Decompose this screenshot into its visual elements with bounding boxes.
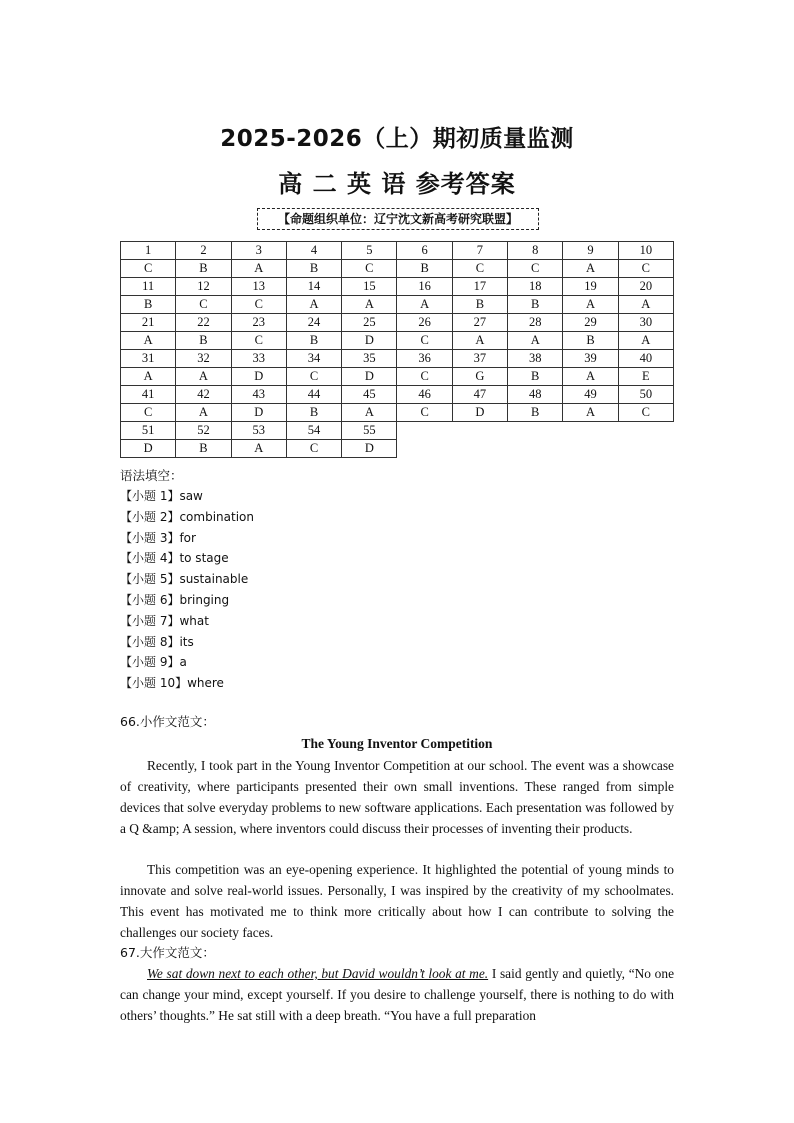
question-number-cell: 2 (176, 242, 231, 260)
question-number-cell: 25 (342, 314, 397, 332)
question-number-cell: 9 (563, 242, 618, 260)
question-number-cell: 18 (508, 278, 563, 296)
answer-cell: C (508, 260, 563, 278)
answer-cell: G (452, 368, 507, 386)
question-number-cell: 40 (618, 350, 673, 368)
question-number-cell: 52 (176, 422, 231, 440)
grammar-item: 【小题 8】its (120, 634, 194, 649)
question-number-cell: 1 (121, 242, 176, 260)
question-number-cell: 47 (452, 386, 507, 404)
grammar-item: 【小题 4】to stage (120, 551, 229, 566)
question-number-cell: 45 (342, 386, 397, 404)
question-number-cell: 23 (231, 314, 286, 332)
question-number-cell: 14 (286, 278, 341, 296)
answer-cell: B (286, 260, 341, 278)
answer-cell: B (452, 296, 507, 314)
grammar-item: 【小题 10】where (120, 676, 224, 691)
answer-key-row (121, 440, 674, 458)
answer-cell: A (286, 296, 341, 314)
answer-number-row (121, 314, 674, 332)
answer-cell: B (397, 260, 452, 278)
answer-cell: A (563, 368, 618, 386)
question-number-cell (397, 422, 452, 440)
answer-cell: C (397, 332, 452, 350)
question-number-cell: 22 (176, 314, 231, 332)
question-number-cell (452, 422, 507, 440)
question-number-cell: 26 (397, 314, 452, 332)
answer-cell: A (508, 332, 563, 350)
question-number-cell: 24 (286, 314, 341, 332)
page-subtitle: 高 二 英 语 参考答案 (278, 170, 516, 198)
answer-cell: C (286, 368, 341, 386)
question-number-cell: 48 (508, 386, 563, 404)
question-number-cell: 6 (397, 242, 452, 260)
question-number-cell: 51 (121, 422, 176, 440)
answer-cell: A (176, 368, 231, 386)
grammar-item: 【小题 3】for (120, 530, 196, 545)
answer-cell: B (176, 260, 231, 278)
answer-number-row (121, 386, 674, 404)
question-number-cell: 11 (121, 278, 176, 296)
question-number-cell: 4 (286, 242, 341, 260)
answer-cell: C (121, 260, 176, 278)
question-number-cell: 30 (618, 314, 673, 332)
answer-cell: E (618, 368, 673, 386)
question-number-cell: 8 (508, 242, 563, 260)
essay66-title: The Young Inventor Competition (301, 736, 493, 751)
answer-cell: D (342, 332, 397, 350)
question-number-cell: 7 (452, 242, 507, 260)
answer-key-row (121, 296, 674, 314)
question-number-cell: 55 (342, 422, 397, 440)
answer-cell (508, 440, 563, 458)
question-number-cell: 28 (508, 314, 563, 332)
question-number-cell: 21 (121, 314, 176, 332)
question-number-cell: 54 (286, 422, 341, 440)
answer-key-row (121, 368, 674, 386)
answer-cell: A (121, 332, 176, 350)
question-number-cell: 43 (231, 386, 286, 404)
question-number-cell: 36 (397, 350, 452, 368)
page-title: 2025-2026（上）期初质量监测 (220, 126, 574, 152)
essay67-label: 67.大作文范文： (120, 945, 215, 960)
question-number-cell: 16 (397, 278, 452, 296)
answer-cell: A (397, 296, 452, 314)
question-number-cell: 44 (286, 386, 341, 404)
grammar-item: 【小题 5】sustainable (120, 572, 249, 587)
grammar-heading: 语法填空： (120, 468, 183, 483)
question-number-cell: 17 (452, 278, 507, 296)
question-number-cell: 32 (176, 350, 231, 368)
answer-cell: A (342, 296, 397, 314)
answer-cell: B (508, 296, 563, 314)
question-number-cell: 13 (231, 278, 286, 296)
question-number-cell (563, 422, 618, 440)
grammar-item: 【小题 7】what (120, 613, 209, 628)
answer-cell: A (618, 332, 673, 350)
question-number-cell: 12 (176, 278, 231, 296)
grammar-item: 【小题 6】bringing (120, 592, 230, 607)
answer-cell: D (452, 404, 507, 422)
question-number-cell: 27 (452, 314, 507, 332)
grammar-item: 【小题 1】saw (120, 489, 203, 503)
answer-cell: B (176, 440, 231, 458)
answer-cell: C (452, 260, 507, 278)
question-number-cell: 50 (618, 386, 673, 404)
question-number-cell: 39 (563, 350, 618, 368)
essay66-label: 66.小作文范文： (120, 714, 215, 729)
answer-cell: B (508, 368, 563, 386)
answer-number-row (121, 278, 674, 296)
question-number-cell: 42 (176, 386, 231, 404)
question-number-cell: 34 (286, 350, 341, 368)
answer-cell (452, 440, 507, 458)
answer-cell (618, 440, 673, 458)
answer-cell: C (342, 260, 397, 278)
question-number-cell: 29 (563, 314, 618, 332)
answer-cell: C (618, 404, 673, 422)
answer-cell: D (231, 404, 286, 422)
grammar-section (120, 465, 254, 694)
answer-cell: C (231, 296, 286, 314)
answer-table (120, 241, 674, 458)
answer-cell: C (397, 404, 452, 422)
answer-cell: D (342, 440, 397, 458)
answer-cell: B (176, 332, 231, 350)
answer-key-row (121, 404, 674, 422)
question-number-cell: 46 (397, 386, 452, 404)
question-number-cell (508, 422, 563, 440)
answer-number-row (121, 242, 674, 260)
question-number-cell: 38 (508, 350, 563, 368)
answer-cell: B (121, 296, 176, 314)
grammar-item: 【小题 9】a (120, 655, 187, 670)
answer-key-row (121, 260, 674, 278)
answer-cell: A (563, 404, 618, 422)
answer-cell: C (176, 296, 231, 314)
answer-number-row (121, 422, 674, 440)
answer-key-row (121, 332, 674, 350)
question-number-cell: 33 (231, 350, 286, 368)
answer-cell: A (231, 260, 286, 278)
answer-cell: A (618, 296, 673, 314)
answer-cell: A (342, 404, 397, 422)
answer-cell: C (618, 260, 673, 278)
answer-cell: B (286, 332, 341, 350)
answer-cell: A (176, 404, 231, 422)
answer-cell: A (231, 440, 286, 458)
essay67-body-text: I said gently and quietly, “No one can change your mind, except yourself. If you desire to challenge yourself, there is nothing to do with others’ thoughts.” He sat still with a deep breath. “You have a full preparation (120, 966, 675, 1023)
answer-cell: B (563, 332, 618, 350)
question-number-cell: 10 (618, 242, 673, 260)
essay66-paragraph-2: This competition was an eye-opening experience. It highlighted the potential of young minds to innovate and solve real-world issues. Personally, I was inspired by the creativity of my schoolmates. This event has motivated me to think more critically about how I can contribute to solving the challenges our society faces. (120, 862, 674, 940)
answer-cell: D (342, 368, 397, 386)
answer-cell: A (563, 260, 618, 278)
question-number-cell: 37 (452, 350, 507, 368)
answer-number-row (121, 350, 674, 368)
answer-cell: A (121, 368, 176, 386)
answer-cell: D (231, 368, 286, 386)
answer-cell: C (286, 440, 341, 458)
answer-cell: A (563, 296, 618, 314)
question-number-cell: 20 (618, 278, 673, 296)
question-number-cell (618, 422, 673, 440)
essay67-paragraph (120, 964, 674, 1027)
question-number-cell: 15 (342, 278, 397, 296)
answer-cell: A (452, 332, 507, 350)
answer-cell (397, 440, 452, 458)
question-number-cell: 3 (231, 242, 286, 260)
grammar-item: 【小题 2】combination (120, 509, 254, 524)
answer-cell: B (286, 404, 341, 422)
answer-cell: C (231, 332, 286, 350)
question-number-cell: 19 (563, 278, 618, 296)
answer-cell: C (397, 368, 452, 386)
organizer-label: 【命题组织单位：辽宁沈文新高考研究联盟】 (257, 208, 539, 230)
essay67-lead-sentence: We sat down next to each other, but David wouldn’t look at me. (147, 966, 489, 981)
question-number-cell: 41 (121, 386, 176, 404)
answer-cell: D (121, 440, 176, 458)
question-number-cell: 31 (121, 350, 176, 368)
essay66-paragraph-1: Recently, I took part in the Young Inventor Competition at our school. The event was a showcase of creativity, where participants presented their own small inventions. These ranged from simple devices that solve everyday problems to new software applications. Each presentation was followed by a Q &amp; A session, where inventors could discuss their processes of inventing their products. (120, 758, 674, 836)
answer-cell (563, 440, 618, 458)
question-number-cell: 49 (563, 386, 618, 404)
answer-cell: C (121, 404, 176, 422)
question-number-cell: 53 (231, 422, 286, 440)
question-number-cell: 5 (342, 242, 397, 260)
answer-cell: B (508, 404, 563, 422)
question-number-cell: 35 (342, 350, 397, 368)
